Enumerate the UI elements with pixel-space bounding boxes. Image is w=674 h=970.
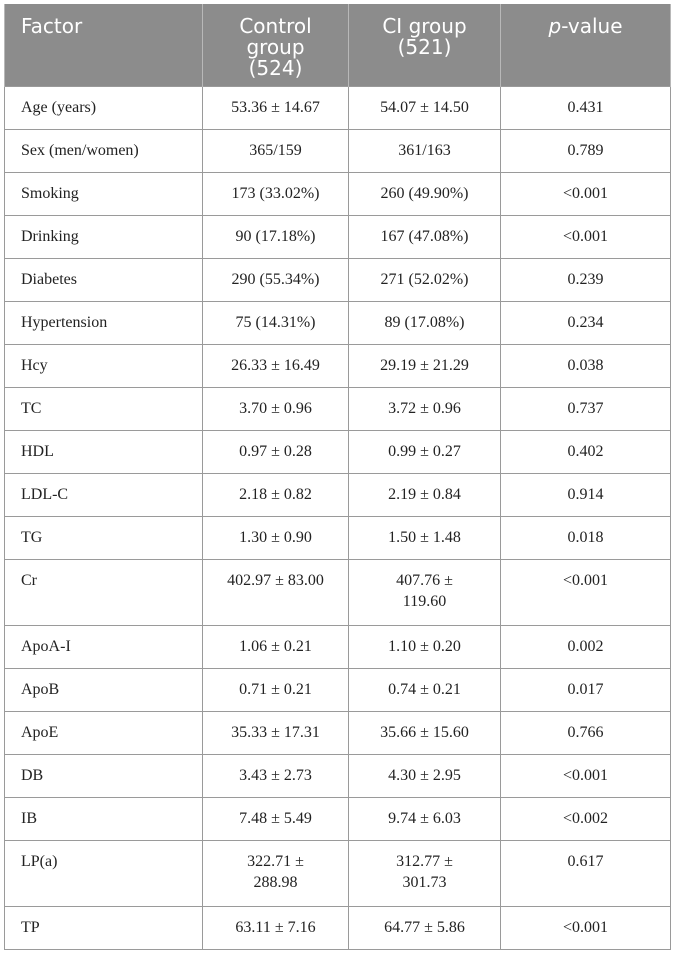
p-value-cell: 0.002 <box>501 625 671 668</box>
control-cell: 1.06 ± 0.21 <box>203 625 349 668</box>
table-row <box>5 172 671 215</box>
ci-cell: 64.77 ± 5.86 <box>349 906 501 949</box>
factor-cell: DB <box>5 754 203 797</box>
factor-cell: Age (years) <box>5 86 203 129</box>
control-cell: 26.33 ± 16.49 <box>203 344 349 387</box>
header-row <box>5 4 671 86</box>
table-row <box>5 559 671 625</box>
control-cell: 1.30 ± 0.90 <box>203 516 349 559</box>
ci-cell: 89 (17.08%) <box>349 301 501 344</box>
table-row <box>5 711 671 754</box>
control-cell: 3.70 ± 0.96 <box>203 387 349 430</box>
table-row <box>5 430 671 473</box>
factor-cell: ApoE <box>5 711 203 754</box>
control-cell: 402.97 ± 83.00 <box>203 559 349 625</box>
ci-cell: 9.74 ± 6.03 <box>349 797 501 840</box>
ci-cell: 1.50 ± 1.48 <box>349 516 501 559</box>
p-value-cell: 0.766 <box>501 711 671 754</box>
table-row <box>5 797 671 840</box>
factor-cell: Drinking <box>5 215 203 258</box>
p-value-cell: <0.001 <box>501 172 671 215</box>
p-value-cell: <0.001 <box>501 906 671 949</box>
factor-cell: LDL-C <box>5 473 203 516</box>
p-value-cell: 0.018 <box>501 516 671 559</box>
table-row <box>5 906 671 949</box>
ci-cell: 407.76 ± 119.60 <box>349 559 501 625</box>
control-cell: 90 (17.18%) <box>203 215 349 258</box>
p-value-cell: 0.239 <box>501 258 671 301</box>
factor-cell: Diabetes <box>5 258 203 301</box>
control-cell: 75 (14.31%) <box>203 301 349 344</box>
p-value-cell: 0.789 <box>501 129 671 172</box>
control-cell: 63.11 ± 7.16 <box>203 906 349 949</box>
factor-cell: TP <box>5 906 203 949</box>
ci-cell: 1.10 ± 0.20 <box>349 625 501 668</box>
p-value-cell: 0.617 <box>501 840 671 906</box>
data-table <box>4 4 671 950</box>
p-value-cell: 0.431 <box>501 86 671 129</box>
header-p-value: p-value <box>501 4 671 86</box>
header-control-group: Control group (524) <box>203 4 349 86</box>
p-value-cell: <0.001 <box>501 754 671 797</box>
table-row <box>5 387 671 430</box>
ci-cell: 2.19 ± 0.84 <box>349 473 501 516</box>
factor-cell: Sex (men/women) <box>5 129 203 172</box>
table-row <box>5 625 671 668</box>
control-cell: 322.71 ± 288.98 <box>203 840 349 906</box>
table-row <box>5 516 671 559</box>
ci-cell: 0.74 ± 0.21 <box>349 668 501 711</box>
control-cell: 35.33 ± 17.31 <box>203 711 349 754</box>
ci-cell: 361/163 <box>349 129 501 172</box>
table-row <box>5 473 671 516</box>
factor-cell: Hypertension <box>5 301 203 344</box>
factor-cell: Cr <box>5 559 203 625</box>
ci-cell: 35.66 ± 15.60 <box>349 711 501 754</box>
table-row <box>5 668 671 711</box>
control-cell: 2.18 ± 0.82 <box>203 473 349 516</box>
ci-cell: 167 (47.08%) <box>349 215 501 258</box>
control-cell: 0.71 ± 0.21 <box>203 668 349 711</box>
factor-cell: IB <box>5 797 203 840</box>
ci-cell: 4.30 ± 2.95 <box>349 754 501 797</box>
control-cell: 290 (55.34%) <box>203 258 349 301</box>
control-cell: 3.43 ± 2.73 <box>203 754 349 797</box>
factor-cell: TG <box>5 516 203 559</box>
control-cell: 53.36 ± 14.67 <box>203 86 349 129</box>
p-value-cell: 0.038 <box>501 344 671 387</box>
table-row <box>5 86 671 129</box>
table-row <box>5 215 671 258</box>
control-cell: 0.97 ± 0.28 <box>203 430 349 473</box>
factor-cell: TC <box>5 387 203 430</box>
ci-cell: 0.99 ± 0.27 <box>349 430 501 473</box>
table-row <box>5 301 671 344</box>
factor-cell: Smoking <box>5 172 203 215</box>
header-ci-group: CI group (521) <box>349 4 501 86</box>
p-value-cell: 0.402 <box>501 430 671 473</box>
control-cell: 365/159 <box>203 129 349 172</box>
p-value-cell: 0.737 <box>501 387 671 430</box>
p-value-cell: <0.001 <box>501 559 671 625</box>
factor-cell: ApoA-I <box>5 625 203 668</box>
control-cell: 173 (33.02%) <box>203 172 349 215</box>
ci-cell: 260 (49.90%) <box>349 172 501 215</box>
factor-cell: ApoB <box>5 668 203 711</box>
p-value-cell: <0.001 <box>501 215 671 258</box>
table-row <box>5 754 671 797</box>
header-factor: Factor <box>5 4 203 86</box>
control-cell: 7.48 ± 5.49 <box>203 797 349 840</box>
table-row <box>5 258 671 301</box>
factor-cell: Hcy <box>5 344 203 387</box>
table-row <box>5 129 671 172</box>
ci-cell: 312.77 ± 301.73 <box>349 840 501 906</box>
ci-cell: 29.19 ± 21.29 <box>349 344 501 387</box>
ci-cell: 271 (52.02%) <box>349 258 501 301</box>
p-value-cell: <0.002 <box>501 797 671 840</box>
p-value-cell: 0.017 <box>501 668 671 711</box>
factor-cell: LP(a) <box>5 840 203 906</box>
p-value-cell: 0.234 <box>501 301 671 344</box>
ci-cell: 3.72 ± 0.96 <box>349 387 501 430</box>
table-row <box>5 344 671 387</box>
factor-cell: HDL <box>5 430 203 473</box>
ci-cell: 54.07 ± 14.50 <box>349 86 501 129</box>
p-value-cell: 0.914 <box>501 473 671 516</box>
table-row <box>5 840 671 906</box>
